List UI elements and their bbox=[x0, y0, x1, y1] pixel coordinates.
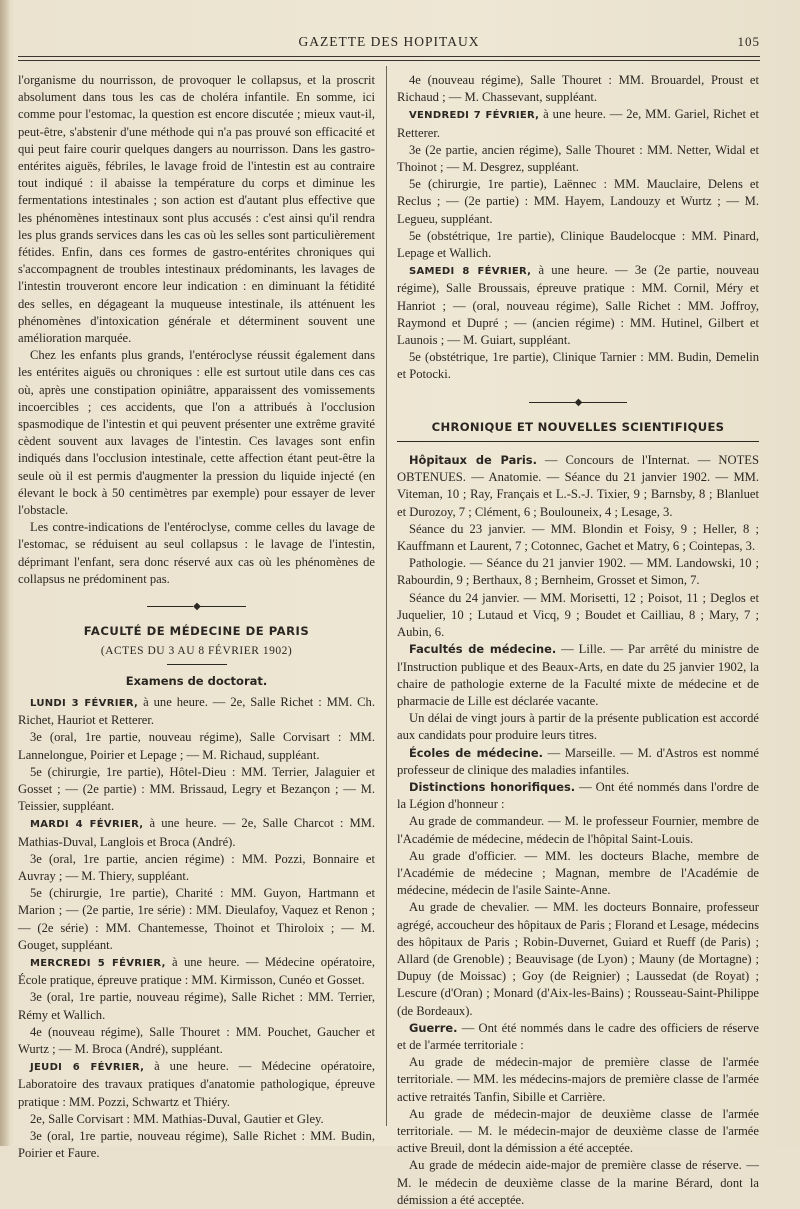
page-number: 105 bbox=[737, 34, 760, 49]
news-text: Au grade d'officier. — MM. les docteurs Blache, membre de l'Académie de médecine ; Magnan, membre de l'Académie de médecine, médecin de l'asile Sainte-Anne. bbox=[397, 848, 759, 898]
news-runin: Facultés de médecine. bbox=[409, 642, 557, 657]
exam-entry bbox=[18, 851, 375, 885]
exam-text: 2e, Salle Corvisart : MM. Mathias-Duval, Gautier et Gley. bbox=[30, 1111, 324, 1126]
chronicle-title: CHRONIQUE ET NOUVELLES SCIENTIFIQUES bbox=[397, 419, 759, 436]
exam-day: LUNDI 3 FÉVRIER, bbox=[30, 697, 139, 709]
news-item bbox=[397, 848, 759, 900]
exam-text: 3e (oral, 1re partie, ancien régime) : MM. Pozzi, Bonnaire et Auvray ; — M. Thiery, suppléant. bbox=[18, 851, 375, 883]
exam-entry bbox=[18, 815, 375, 850]
news-runin: Guerre. bbox=[409, 1020, 458, 1035]
news-text: Un délai de vingt jours à partir de la présente publication est accordé aux candidats pour produire leurs titres. bbox=[397, 711, 759, 743]
header-rule-thin bbox=[18, 60, 760, 61]
news-text: — Ont été nommés dans le cadre des officiers de réserve et de l'armée territoriale : bbox=[397, 1020, 759, 1052]
section-subtitle: (ACTES DU 3 AU 8 FÉVRIER 1902) bbox=[100, 644, 293, 657]
news-item bbox=[397, 1157, 759, 1209]
news-text: Au grade de médecin-major de première classe de l'armée territoriale. — MM. les médecins-majors de première classe de l'armée active retraités Tanfin, Sibille et Carrière. bbox=[397, 1055, 759, 1104]
news-item bbox=[397, 1054, 759, 1106]
exam-text: 5e (chirurgie, 1re partie), Hôtel-Dieu : MM. Terrier, Jalaguier et Gosset ; — (2e partie) : MM. Brissaud, Legry et Bezançon ; — M. Teissier, suppléant. bbox=[18, 764, 375, 814]
exam-entry bbox=[397, 106, 759, 141]
news-item bbox=[397, 813, 759, 847]
journal-title: GAZETTE DES HOPITAUX bbox=[298, 34, 480, 49]
exam-text: 5e (obstétrique, 1re partie), Clinique Tarnier : MM. Budin, Demelin et Potocki. bbox=[397, 350, 759, 382]
exam-day: VENDREDI 7 FÉVRIER, bbox=[409, 110, 540, 122]
news-runin: Écoles de médecine. bbox=[409, 745, 543, 760]
exam-entry bbox=[18, 1058, 375, 1111]
paragraph: Les contre-indications de l'entéroclyse, comme celles du lavage de l'estomac, se réduisent au seul collapsus : le lavage de l'intestin, déprimant l'enfant, sera donc réservé aux cas où les phénomènes de collapsus ne prédominent pas. bbox=[18, 520, 375, 586]
news-item bbox=[397, 521, 759, 555]
news-item bbox=[397, 452, 759, 521]
news-text: Au grade de chevalier. — MM. les docteurs Bonnaire, professeur agrégé, accoucheur des hôpitaux de Paris ; Florand et Lesage, médecins des hôpitaux de Paris ; Robin-Duvernet, Guiard et Rueff (de Paris) ; Allard (de Grenoble) ; Beauvisage (de Lyon) ; Mauny (de Mortagne) ; Dupuy (de Moissac) ; Goy (de Reignier) ; Laussedat (de Royat) ; Lescure (d'Oran) ; Monard (d'Aix-les-Bains) ; Rousseau-Saint-Philippe (de Bordeaux). bbox=[397, 900, 759, 1018]
paragraph: l'organisme du nourrisson, de provoquer le collapsus, et la proscrit absolument dans tous les cas de choléra infantile. En somme, ici comme pour l'estomac, la question est encore discutée ; mieux vaut-il, peut-être, s'abstenir d'une méthode qui n'a pas prouvé son efficacité et qui peut faire courir quelques dangers au nourrisson. Dans les gastro-entérites aiguës, fébriles, le lavage froid de l'intestin est au contraire tout indiqué : il abaisse la température du corps et diminue les fermentations intestinales ; son action est d'autant plus effective que les phénomènes intestinaux sont plus accusés : c'est ainsi qu'il rendra les plus grands services dans les cas où les selles sont particulièrement fétides. Enfin, dans ces formes de gastro-entérites chroniques qui s'accompagnent de troubles intestinaux prédominants, les lavages de l'intestin trouveront encore leur indication : en diminuant la fétidité des selles, en dégageant la muqueuse intestinale, ils atténuent les phénomènes d'intoxication générale et déterminent souvent une amélioration marquée. bbox=[18, 73, 375, 346]
exam-text: 3e (oral, 1re partie, nouveau régime), Salle Corvisart : MM. Lannelongue, Poirier et Lepage ; — M. Richaud, suppléant. bbox=[18, 730, 375, 762]
news-text: Au grade de médecin-major de deuxième classe de l'armée territoriale. — M. le médecin-major de deuxième classe de l'armée active Breuil, dont la démission a été acceptée. bbox=[397, 1106, 759, 1156]
news-text: Au grade de médecin aide-major de première classe de réserve. — M. le médecin de deuxième classe de la marine Bérard, dont la démission a été acceptée. bbox=[397, 1158, 759, 1207]
exam-text: 5e (obstétrique, 1re partie), Clinique Baudelocque : MM. Pinard, Lepage et Wallich. bbox=[397, 228, 759, 261]
exam-entry bbox=[397, 262, 759, 349]
news-item bbox=[397, 590, 759, 642]
exam-day: JEUDI 6 FÉVRIER, bbox=[30, 1062, 145, 1074]
exam-text: à une heure. — 2e, Salle Richet : MM. Ch. Richet, Hauriot et Retterer. bbox=[18, 694, 375, 728]
column-divider bbox=[386, 66, 387, 1126]
exam-entry bbox=[397, 176, 759, 228]
exam-text: à une heure. — Médecine opératoire, École pratique, épreuve pratique : MM. Kirmisson, Cunéo et Gosset. bbox=[18, 954, 375, 988]
news-text: Séance du 23 janvier. — MM. Blondin et Foisy, 9 ; Heller, 8 ; Kauffmann et Laurent, 7 ; Cotonnec, Gachet et Matry, 6 ; Cointepas, 3. bbox=[397, 521, 759, 554]
exam-entry bbox=[18, 1128, 375, 1162]
exam-entry bbox=[18, 989, 375, 1023]
news-item bbox=[397, 1020, 759, 1054]
short-rule bbox=[167, 664, 227, 665]
news-runin: Distinctions honorifiques. bbox=[409, 779, 576, 794]
exam-text: à une heure. — 2e, Salle Charcot : MM. Mathias-Duval, Langlois et Broca (André). bbox=[18, 816, 375, 849]
exam-entry bbox=[397, 228, 759, 262]
exam-entry bbox=[18, 729, 375, 763]
news-item bbox=[397, 745, 759, 779]
exam-entry bbox=[18, 954, 375, 989]
exam-text: 4e (nouveau régime), Salle Thouret : MM. Pouchet, Gaucher et Wurtz ; — M. Broca (André), suppléant. bbox=[18, 1024, 375, 1056]
exam-text: 5e (chirurgie, 1re partie), Laënnec : MM. Mauclaire, Delens et Reclus ; — (2e partie) : MM. Hayem, Landouzy et Wurtz ; — M. Legueu, suppléant. bbox=[397, 177, 759, 226]
right-column bbox=[397, 72, 759, 1209]
news-item bbox=[397, 710, 759, 744]
exam-text: 4e (nouveau régime), Salle Thouret : MM. Brouardel, Proust et Richaud ; — M. Chassevant, suppléant. bbox=[397, 73, 759, 105]
exam-entry bbox=[18, 885, 375, 954]
exam-entry bbox=[397, 142, 759, 176]
subsection-title: Examens de doctorat. bbox=[125, 673, 268, 688]
exam-entry bbox=[397, 349, 759, 383]
exam-text: à une heure. — 3e (2e partie, nouveau régime), Salle Broussais, épreuve pratique : MM. Cornil, Méry et Hanriot ; — (oral, nouveau régime), Salle Richet : MM. Joffroy, Raymond et Dupré ; — (ancien régime) : MM. Hutinel, Gilbert et Launois ; — M. Guiart, suppléant. bbox=[397, 263, 759, 348]
exam-entry bbox=[397, 72, 759, 106]
exam-entry bbox=[18, 764, 375, 816]
exam-entry bbox=[18, 694, 375, 729]
exam-text: 5e (chirurgie, 1re partie), Charité : MM. Guyon, Hartmann et Marion ; — (2e partie, 1re série) : MM. Dieulafoy, Vaquez et Renon ; — (2e série) : MM. Chantemesse, Thoinot et Thiroloix ; — M. Gouget, suppléant. bbox=[18, 886, 375, 952]
news-text: — Concours de l'Internat. — NOTES OBTENUES. — Anatomie. — Séance du 21 janvier 1902. — MM. Viteman, 10 ; Ray, Français et L.-S.-J. Tixier, 9 ; Barnsby, 8 ; Blanluet et Durozoy, 7 ; Clément, 6 ; Boulouneix, 4 ; Lesage, 3. bbox=[397, 453, 759, 519]
news-item bbox=[397, 1106, 759, 1158]
news-text: Au grade de commandeur. — M. le professeur Fournier, membre de l'Académie de médecine, médecin de l'hôpital Saint-Louis. bbox=[397, 814, 759, 846]
exam-text: 3e (2e partie, ancien régime), Salle Thouret : MM. Netter, Widal et Thoinot ; — M. Desgrez, suppléant. bbox=[397, 142, 759, 175]
news-item bbox=[397, 641, 759, 710]
paragraph: Chez les enfants plus grands, l'entéroclyse réussit également dans les entérites aiguës ou chroniques : elle est surtout utile dans ces cas où, après une constipation opiniâtre, apparaissent des vomissements incoercibles ; ces accidents, que l'on a attribués à l'occlusion spasmodique de l'intestin et qui peuvent présenter une extrême gravité cèdent souvent aux lavages de l'intestin. Ces lavages sont enfin indiqués dans l'occlusion intestinale, cette affection étant peut-être la seule où il est permis d'augmenter la pression du liquide injecté (en élevant le bock à 50 centimètres par exemple) pour essayer de lever l'obstacle. bbox=[18, 348, 375, 518]
exam-day: SAMEDI 8 FÉVRIER, bbox=[409, 266, 532, 278]
news-runin: Hôpitaux de Paris. bbox=[409, 453, 537, 468]
news-text: — Marseille. — M. d'Astros est nommé professeur de clinique des maladies infantiles. bbox=[397, 745, 760, 777]
header-rule bbox=[18, 56, 760, 57]
news-text: Pathologie. — Séance du 21 janvier 1902. — MM. Landowski, 10 ; Rabourdin, 9 ; Berthaux, 8 ; Bernheim, Grosset et Simon, 7. bbox=[397, 556, 759, 588]
news-text: — Ont été nommés dans l'ordre de la Légion d'honneur : bbox=[397, 779, 759, 812]
left-column bbox=[18, 72, 375, 1162]
running-header bbox=[18, 32, 760, 52]
exam-text: à une heure. — 2e, MM. Gariel, Richet et Retterer. bbox=[397, 107, 759, 140]
exam-entry bbox=[18, 1111, 375, 1128]
section-ornament: ◆ bbox=[397, 394, 759, 411]
exam-text: 3e (oral, 1re partie, nouveau régime), Salle Richet : MM. Terrier, Rémy et Wallich. bbox=[18, 990, 375, 1022]
news-item bbox=[397, 899, 759, 1019]
section-ornament: ◆ bbox=[18, 598, 375, 615]
spacer bbox=[397, 444, 759, 452]
exam-text: 3e (oral, 1re partie, nouveau régime), Salle Richet : MM. Budin, Poirier et Faure. bbox=[18, 1128, 375, 1161]
exam-text: à une heure. — Médecine opératoire, Laboratoire des travaux pratiques d'anatomie pathologique, épreuve pratique : MM. Pozzi, Schwartz et Thiéry. bbox=[18, 1059, 375, 1109]
exam-day: MARDI 4 FÉVRIER, bbox=[30, 819, 144, 831]
exam-day: MERCREDI 5 FÉVRIER, bbox=[30, 957, 166, 969]
exam-entry bbox=[18, 1024, 375, 1058]
news-item bbox=[397, 555, 759, 589]
section-title: FACULTÉ DE MÉDECINE DE PARIS bbox=[83, 624, 310, 639]
news-text: Séance du 24 janvier. — MM. Morisetti, 12 ; Poisot, 11 ; Deglos et Juquelier, 10 ; Lutaud et Vicq, 9 ; Boudet et Cailliau, 8 ; Mary, 7 ; Aubin, 6. bbox=[397, 590, 759, 640]
binding-shadow bbox=[0, 0, 10, 1146]
news-item bbox=[397, 779, 759, 813]
news-text: — Lille. — Par arrêté du ministre de l'Instruction publique et des Beaux-Arts, en date du 25 janvier 1902, la chaire de pathologie externe de la Faculté mixte de médecine et de pharmacie de Lille est déclarée vacante. bbox=[397, 642, 759, 708]
